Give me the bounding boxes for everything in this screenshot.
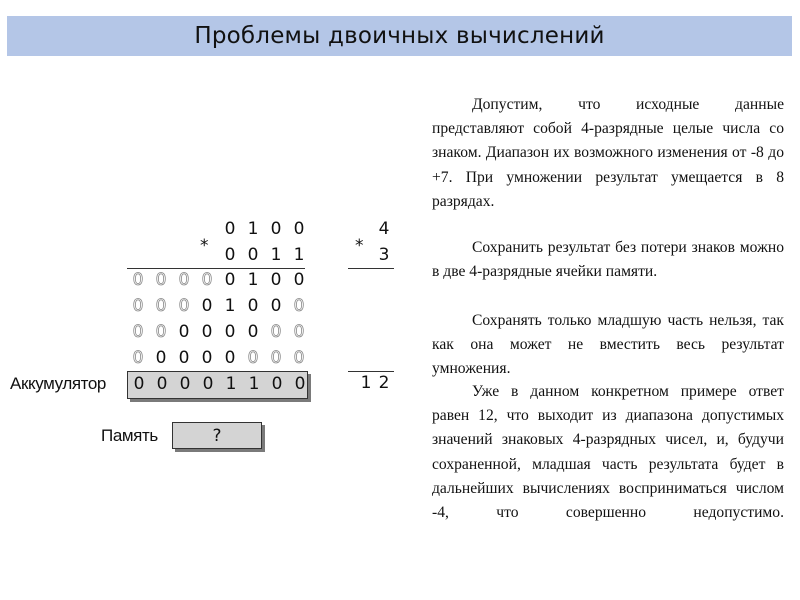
partial-product-bit: 0 xyxy=(155,348,167,368)
partial-product-bit: 0 xyxy=(270,270,282,290)
slide-title: Проблемы двоичных вычислений xyxy=(7,16,792,56)
partial-product-bit: 0 xyxy=(270,296,282,316)
partial-product-bit: 0 xyxy=(132,270,144,290)
accumulator-bit: 0 xyxy=(156,374,168,394)
multiplicand-bit: 0 xyxy=(293,219,305,239)
accumulator-bit: 0 xyxy=(179,374,191,394)
partial-product-bit: 0 xyxy=(293,270,305,290)
memory-cell xyxy=(172,422,262,449)
partial-product-bit: 1 xyxy=(247,270,259,290)
multiplier-bit: 1 xyxy=(293,245,305,265)
decimal-result-digit: 2 xyxy=(378,373,390,393)
partial-product-bit: 0 xyxy=(132,322,144,342)
partial-product-bit: 0 xyxy=(247,296,259,316)
multiplier-bit: 0 xyxy=(247,245,259,265)
partial-product-bit: 0 xyxy=(201,348,213,368)
paragraph-low-part: Сохранять только младшую часть нельзя, так как она может не вместить весь результат умножения. xyxy=(432,312,784,378)
partial-product-bit: 0 xyxy=(201,322,213,342)
multiplicand-bit: 0 xyxy=(270,219,282,239)
decimal-result-digit: 1 xyxy=(360,373,372,393)
partial-product-bit: 0 xyxy=(270,348,282,368)
paragraph-save-two-cells: Сохранить результат без потери знаков можно в две 4-разрядные ячейки памяти. xyxy=(432,239,784,281)
paragraph-range: Допустим, что исходные данные представляют собой 4-разрядные целые числа со знаком. Диапазон их возможного изменения от -8 до +7. При умножении результат умещается в 8 разрядах. xyxy=(432,96,784,210)
partial-product-bit: 0 xyxy=(293,296,305,316)
partial-product-bit: 0 xyxy=(201,270,213,290)
memory-label: Память xyxy=(101,426,158,445)
partial-product-bit: 0 xyxy=(201,296,213,316)
partial-product-bit: 0 xyxy=(178,322,190,342)
accumulator-bit: 1 xyxy=(225,374,237,394)
partial-product-bit: 0 xyxy=(293,348,305,368)
multiplier-bit: 1 xyxy=(270,245,282,265)
partial-product-bit: 0 xyxy=(132,348,144,368)
multiplier-bit: 0 xyxy=(224,245,236,265)
accumulator-bit: 0 xyxy=(271,374,283,394)
partial-product-bit: 0 xyxy=(247,322,259,342)
decimal-multiplier: 3 xyxy=(378,245,390,265)
partial-product-bit: 0 xyxy=(178,296,190,316)
accumulator-label: Аккумулятор xyxy=(10,374,106,393)
accumulator-bit: 0 xyxy=(133,374,145,394)
accumulator-bit: 0 xyxy=(294,374,306,394)
partial-product-bit: 0 xyxy=(155,296,167,316)
partial-product-bit: 0 xyxy=(293,322,305,342)
accumulator-register xyxy=(127,371,308,399)
partial-product-bit: 0 xyxy=(155,322,167,342)
multiply-sign: * xyxy=(200,236,209,256)
partial-product-bit: 0 xyxy=(178,348,190,368)
multiplicand-bit: 1 xyxy=(247,219,259,239)
partial-product-bit: 1 xyxy=(224,296,236,316)
decimal-multiply-sign: * xyxy=(355,236,364,256)
partial-product-bit: 0 xyxy=(132,296,144,316)
decimal-result-line xyxy=(348,371,394,372)
accumulator-bit: 1 xyxy=(248,374,260,394)
paragraph-example: Уже в данном конкретном примере ответ равен 12, что выходит из диапазона допустимых значений знаковых 4-разрядных чисел, и, будучи сохраненной, младшая часть результата будет в дальнейших вычислениях восприниматься числом -4, что совершенно недопустимо. xyxy=(432,383,784,522)
decimal-sum-line xyxy=(348,268,394,269)
partial-product-bit: 0 xyxy=(224,322,236,342)
partial-product-bit: 0 xyxy=(155,270,167,290)
partial-product-bit: 0 xyxy=(178,270,190,290)
memory-value: ? xyxy=(212,426,222,446)
multiplicand-bit: 0 xyxy=(224,219,236,239)
partial-product-bit: 0 xyxy=(270,322,282,342)
sum-line xyxy=(127,268,305,269)
partial-product-bit: 0 xyxy=(224,348,236,368)
accumulator-bit: 0 xyxy=(202,374,214,394)
partial-product-bit: 0 xyxy=(224,270,236,290)
partial-product-bit: 0 xyxy=(247,348,259,368)
decimal-multiplicand: 4 xyxy=(378,219,390,239)
